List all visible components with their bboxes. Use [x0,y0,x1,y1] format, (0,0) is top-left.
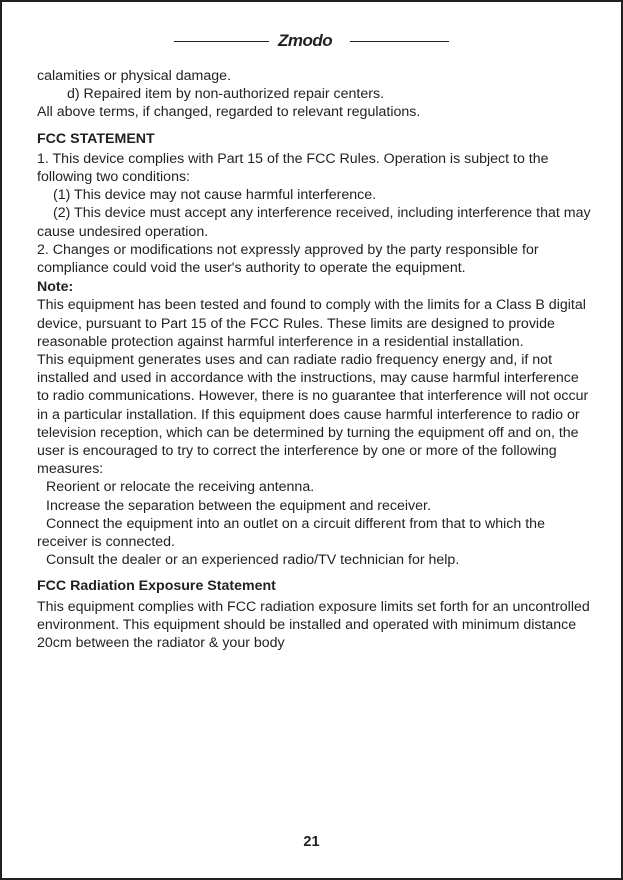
fcc-statement-heading: FCC STATEMENT [37,130,155,147]
page-header [2,29,621,53]
measure-3: Connect the equipment into an outlet on a circuit different from that to which the receiver is connected. [37,515,545,551]
logo-text: Zmodo [278,31,333,50]
page-content [37,67,593,652]
header-rule-right [350,41,449,42]
note-paragraph-2: This equipment generates uses and can radiate radio frequency energy and, if not installed and used in accordance with the instructions, may cause harmful interference to radio communications. However, there is no guarantee that interference will not occur in a particular installation. If this equipment does cause harmful interference to radio or television reception, which can be determined by turning the equipment off and on, the user is encouraged to try to correct the interference by one or more of the following measures: [37,352,589,478]
zmodo-logo [278,30,344,52]
measure-2: Increase the separation between the equipment and receiver. [46,497,431,514]
paragraph: All above terms, if changed, regarded to relevant regulations. [37,104,421,121]
fcc-clause-2: 2. Changes or modifications not expressly approved by the party responsible for compliance could void the user's authority to operate the equipment. [37,241,539,277]
fcc-condition-2: (2) This device must accept any interference received, including interference that may cause undesired operation. [37,205,591,240]
note-paragraph-1: This equipment has been tested and found to comply with the limits for a Class B digital device, pursuant to Part 15 of the FCC Rules. These limits are designed to provide reasonable protection against harmful interference in a residential installation. [37,297,586,350]
page-number: 21 [303,834,320,850]
measure-4: Consult the dealer or an experienced radio/TV technician for help. [46,552,460,569]
radiation-paragraph: This equipment complies with FCC radiation exposure limits set forth for an uncontrolled environment. This equipment should be installed and operated with minimum distance 20cm between the radiator & your body [37,598,590,652]
note-heading: Note: [37,279,74,296]
measure-1: Reorient or relocate the receiving antenna. [46,479,315,496]
radiation-heading: FCC Radiation Exposure Statement [37,578,276,595]
paragraph: calamities or physical damage. [37,68,231,84]
fcc-clause-1: 1. This device complies with Part 15 of the FCC Rules. Operation is subject to the following two conditions: [37,150,549,186]
fcc-condition-1: (1) This device may not cause harmful interference. [53,187,377,204]
warranty-item-d: d) Repaired item by non-authorized repair centers. [67,86,385,103]
header-rule-left [174,41,269,42]
